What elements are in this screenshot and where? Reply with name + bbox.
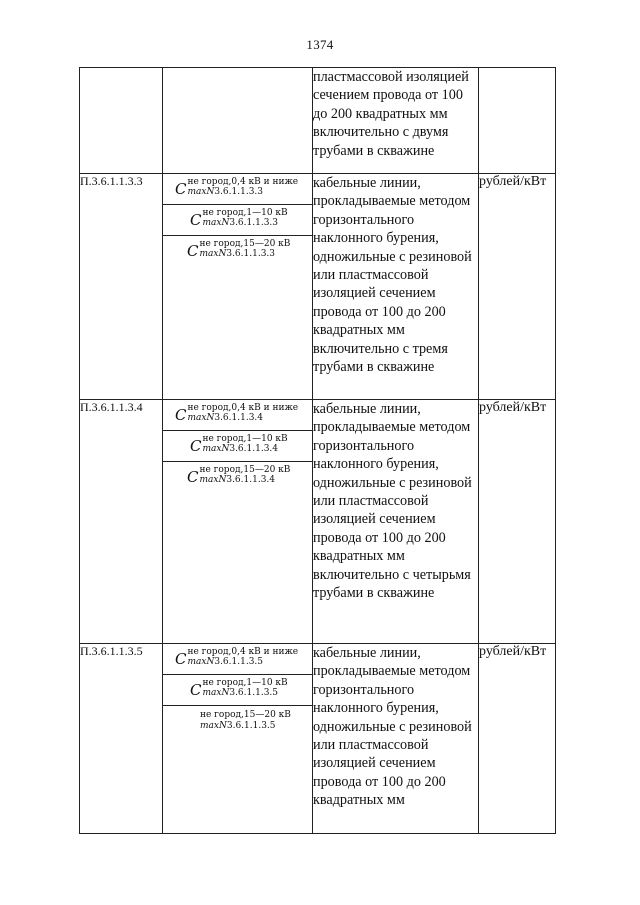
formula-sub-var: maxN bbox=[187, 187, 215, 197]
row-formulas bbox=[163, 400, 313, 644]
formula-sub-var: maxN bbox=[200, 721, 227, 731]
table-row bbox=[80, 174, 556, 400]
formula-sub-var: maxN bbox=[187, 413, 215, 423]
row-description: кабельные линии, прокладываемые методом горизонтального наклонного бурения, одножильные с резиновой или пластмассовой изоляцией сечением провода от 100 до 200 квадратных мм bbox=[313, 644, 479, 834]
formula-sup: не город,0,4 кВ и ниже bbox=[187, 177, 299, 187]
row-formulas bbox=[163, 174, 313, 400]
formula-sup: не город,15—20 кВ bbox=[199, 465, 291, 475]
formula-row bbox=[163, 675, 312, 706]
row-unit: рублей/кВт bbox=[479, 644, 556, 834]
formula-row bbox=[163, 174, 312, 205]
formula-sub-num: 3.6.1.1.3.3 bbox=[214, 187, 264, 197]
formula: C не город,15—20 кВ maxN3.6.1.1.3.4 bbox=[187, 465, 291, 486]
tariff-table bbox=[79, 67, 556, 834]
table-row bbox=[80, 400, 556, 644]
row-unit bbox=[479, 68, 556, 174]
table-row bbox=[80, 644, 556, 834]
formula-row bbox=[163, 644, 312, 675]
formula-sup: не город,15—20 кВ bbox=[200, 710, 291, 720]
formula: C не город,0,4 кВ и ниже maxN3.6.1.1.3.5 bbox=[175, 647, 299, 668]
formula-sup: не город,1—10 кВ bbox=[202, 434, 288, 444]
row-code: П.3.6.1.1.3.5 bbox=[80, 644, 163, 834]
row-code: П.3.6.1.1.3.4 bbox=[80, 400, 163, 644]
row-description: кабельные линии, прокладываемые методом горизонтального наклонного бурения, одножильные с резиновой или пластмассовой изоляцией сечением провода от 100 до 200 квадратных мм включительно с тремя трубами в скважине bbox=[313, 174, 479, 400]
formula-sub-var: maxN bbox=[199, 249, 227, 259]
row-code bbox=[80, 68, 163, 174]
formula-row bbox=[163, 462, 312, 492]
row-description: кабельные линии, прокладываемые методом горизонтального наклонного бурения, одножильные с резиновой или пластмассовой изоляцией сечением провода от 100 до 200 квадратных мм включительно с четырьмя трубами в скважине bbox=[313, 400, 479, 644]
row-formulas bbox=[163, 644, 313, 834]
formula-row bbox=[163, 236, 312, 266]
formula-sub-num: 3.6.1.1.3.5 bbox=[229, 688, 279, 698]
page-number: 1374 bbox=[306, 37, 334, 52]
formula-sup: не город,1—10 кВ bbox=[202, 678, 288, 688]
formula-sub-num: 3.6.1.1.3.4 bbox=[226, 475, 276, 485]
row-description: пластмассовой изоляцией сечением провода от 100 до 200 квадратных мм включительно с двумя трубами в скважине bbox=[313, 68, 479, 174]
formula-row bbox=[163, 706, 312, 736]
formula-sub-var: maxN bbox=[199, 475, 227, 485]
formula: C не город,15—20 кВ maxN3.6.1.1.3.3 bbox=[187, 239, 291, 260]
formula: C не город,1—10 кВ maxN3.6.1.1.3.5 bbox=[190, 678, 288, 699]
row-code: П.3.6.1.1.3.3 bbox=[80, 174, 163, 400]
row-unit: рублей/кВт bbox=[479, 400, 556, 644]
row-formulas bbox=[163, 68, 313, 174]
formula-row bbox=[163, 400, 312, 431]
formula-sub-var: maxN bbox=[187, 657, 215, 667]
formula-sub-num: 3.6.1.1.3.4 bbox=[214, 413, 264, 423]
formula-row bbox=[163, 205, 312, 236]
formula-sub-num: 3.6.1.1.3.3 bbox=[229, 218, 279, 228]
formula-sub-var: maxN bbox=[202, 218, 230, 228]
formula-row bbox=[163, 431, 312, 462]
formula-sup: не город,1—10 кВ bbox=[202, 208, 288, 218]
row-unit: рублей/кВт bbox=[479, 174, 556, 400]
formula: C не город,1—10 кВ maxN3.6.1.1.3.4 bbox=[190, 434, 288, 455]
formula-sub-num: 3.6.1.1.3.5 bbox=[214, 657, 264, 667]
formula-sub-num: 3.6.1.1.3.5 bbox=[226, 721, 276, 731]
formula-sup: не город,0,4 кВ и ниже bbox=[187, 647, 299, 657]
formula: C не город,1—10 кВ maxN3.6.1.1.3.3 bbox=[190, 208, 288, 229]
formula-sub-num: 3.6.1.1.3.3 bbox=[226, 249, 276, 259]
formula-sup: не город,0,4 кВ и ниже bbox=[187, 403, 299, 413]
formula-sub-var: maxN bbox=[202, 688, 230, 698]
formula bbox=[200, 710, 291, 732]
formula: C не город,0,4 кВ и ниже maxN3.6.1.1.3.3 bbox=[175, 177, 299, 198]
formula: C не город,0,4 кВ и ниже maxN3.6.1.1.3.4 bbox=[175, 403, 299, 424]
formula-sup: не город,15—20 кВ bbox=[199, 239, 291, 249]
formula-sub-var: maxN bbox=[202, 444, 230, 454]
table-row bbox=[80, 68, 556, 174]
formula-sub-num: 3.6.1.1.3.4 bbox=[229, 444, 279, 454]
